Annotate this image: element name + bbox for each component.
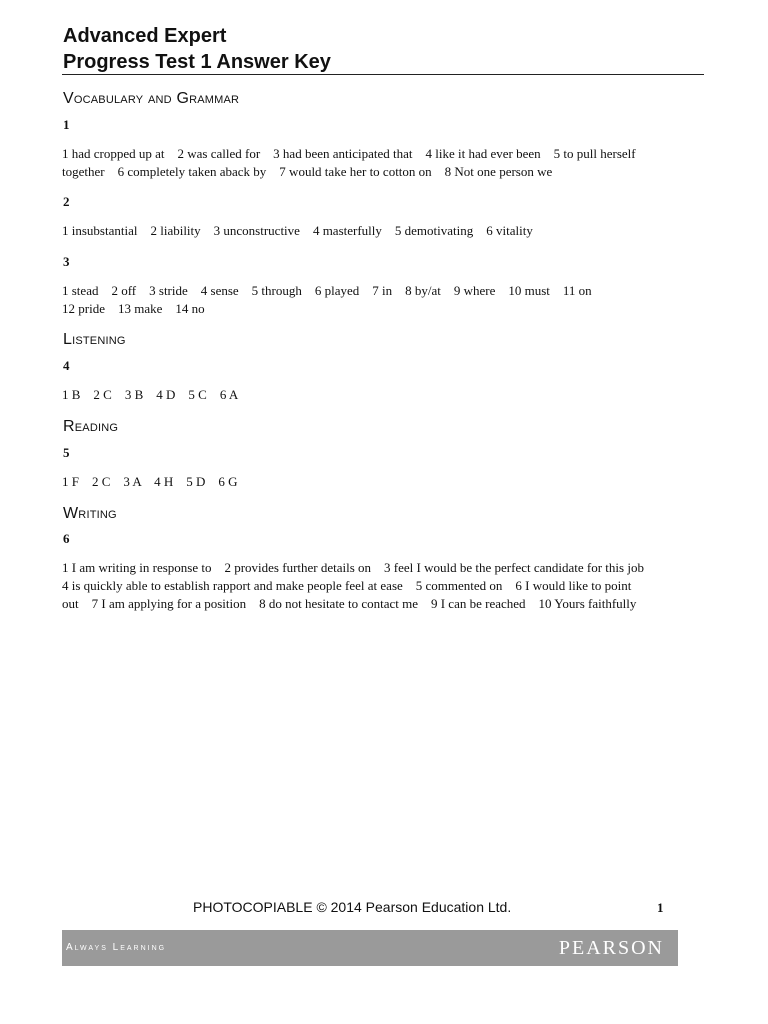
section-heading-vocabulary-grammar: Vocabulary and Grammar [63, 90, 240, 107]
title-divider [62, 74, 704, 75]
page-number: 1 [657, 900, 664, 915]
exercise-number-2: 2 [63, 194, 70, 209]
page-subtitle: Progress Test 1 Answer Key [63, 51, 331, 73]
exercise-number-4: 4 [63, 358, 70, 373]
exercise-4-answers: 1 B 2 C 3 B 4 D 5 C 6 A [62, 387, 239, 402]
brand-tagline: Always Learning [66, 942, 167, 953]
page-title: Advanced Expert [63, 25, 227, 47]
exercise-number-3: 3 [63, 254, 70, 269]
exercise-3-answers: 1 stead 2 off 3 stride 4 sense 5 through 6 played 7 in 8 by/at 9 where 10 must 11 on 12 pride 13 make 14 no [62, 283, 592, 316]
exercise-number-6: 6 [63, 531, 70, 546]
exercise-number-5: 5 [63, 445, 70, 460]
exercise-6-answers: 1 I am writing in response to 2 provides further details on 3 feel I would be the perfect candidate for this job 4 is quickly able to establish rapport and make people feel at ease 5 commented on 6 I would like to point out 7 I am applying for a position 8 do not hesitate to contact me 9 I can be reached 10 Yours faithfully [62, 560, 644, 611]
brand-footer-bar [62, 930, 678, 966]
section-heading-reading: Reading [63, 418, 119, 435]
section-heading-writing: Writing [63, 505, 117, 522]
exercise-1-answers: 1 had cropped up at 2 was called for 3 had been anticipated that 4 like it had ever been 5 to pull herself together 6 completely taken aback by 7 would take her to cotton on 8 Not one person we [62, 146, 636, 179]
copyright-notice: PHOTOCOPIABLE © 2014 Pearson Education Ltd. [193, 899, 512, 915]
exercise-number-1: 1 [63, 117, 70, 132]
exercise-5-answers: 1 F 2 C 3 A 4 H 5 D 6 G [62, 474, 238, 489]
section-heading-listening: Listening [63, 331, 126, 348]
pearson-logo: PEARSON [558, 937, 664, 959]
exercise-2-answers: 1 insubstantial 2 liability 3 unconstructive 4 masterfully 5 demotivating 6 vitality [62, 223, 533, 238]
